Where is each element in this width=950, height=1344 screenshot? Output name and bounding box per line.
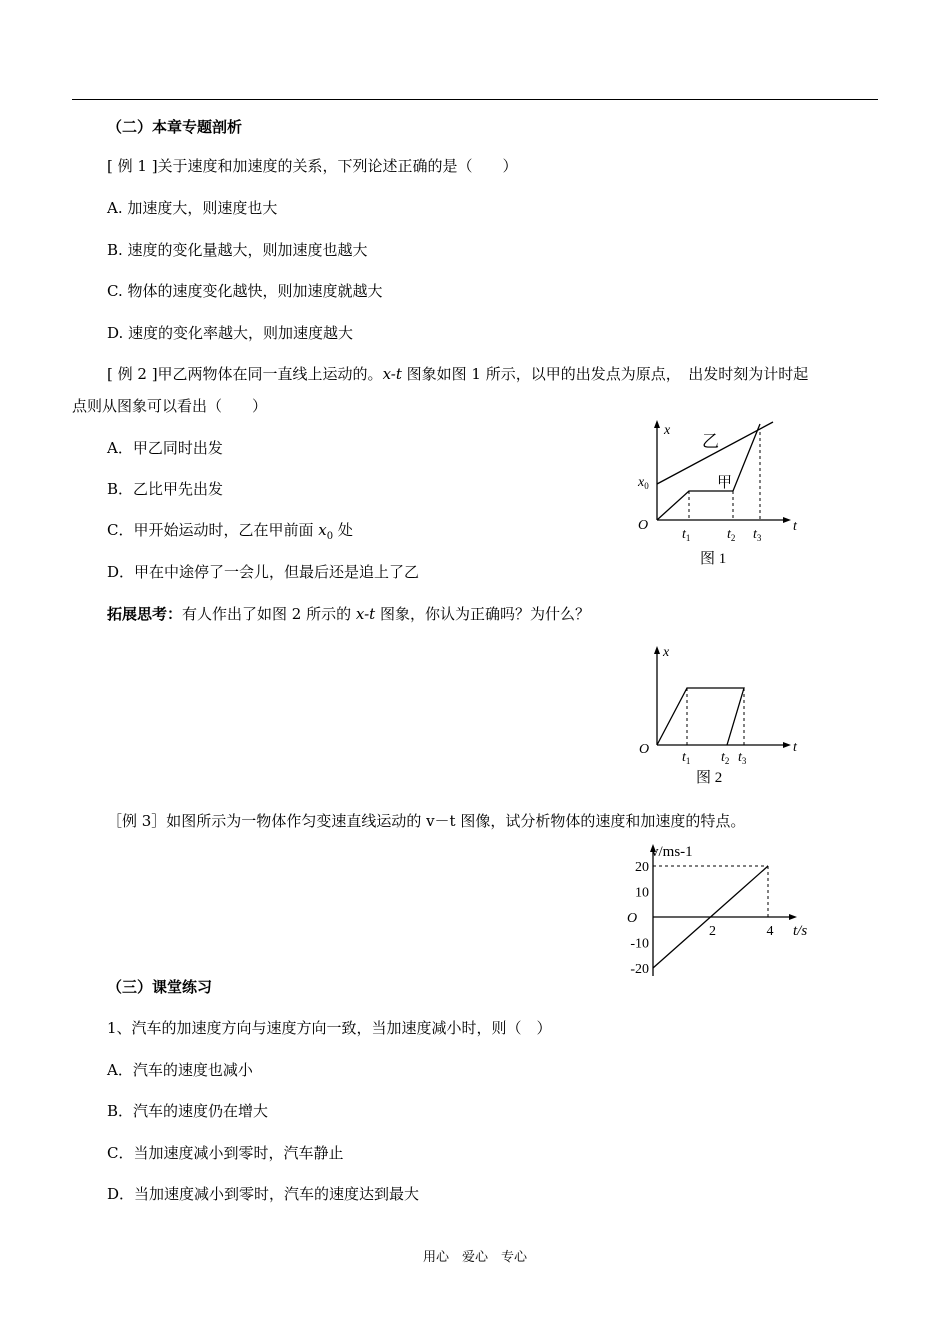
header-rule xyxy=(72,99,878,100)
example-1-option-b: B. 速度的变化量越大，则加速度也越大 xyxy=(107,241,368,259)
fig2-x-arrow xyxy=(783,742,791,748)
figure-3-vt-chart xyxy=(615,838,825,988)
vt-x-arrow xyxy=(789,914,797,920)
example-1-question: [ 例 1 ]关于速度和加速度的关系，下列论述正确的是（ ） xyxy=(107,157,518,175)
practice-1-option-c: C．当加速度减小到零时，汽车静止 xyxy=(107,1144,344,1162)
example-2-option-a: A．甲乙同时出发 xyxy=(107,439,223,457)
fig2-origin: O xyxy=(639,742,650,757)
vt-y-tick-10: 10 xyxy=(635,885,649,901)
practice-1-option-d: D．当加速度减小到零时，汽车的速度达到最大 xyxy=(107,1185,420,1203)
example-1-option-a: A. 加速度大，则速度也大 xyxy=(107,199,278,217)
fig2-y-arrow xyxy=(654,646,660,654)
example-2-question-cont: 点则从图象可以看出（ ） xyxy=(72,397,268,415)
practice-1-option-b: B．汽车的速度仍在增大 xyxy=(107,1102,269,1120)
fig1-x0-label: $x_0$ xyxy=(638,475,649,491)
example-1-option-c: C. 物体的速度变化越快，则加速度就越大 xyxy=(107,282,383,300)
practice-1-question: 1、汽车的加速度方向与速度方向一致，当加速度减小时，则（ ） xyxy=(107,1019,552,1037)
vt-y-tick-minus-20: -20 xyxy=(630,962,649,977)
fig1-y-label: x xyxy=(664,423,671,438)
vt-y-tick-20: 20 xyxy=(635,860,649,875)
section-heading-practice: （三）课堂练习 xyxy=(107,978,213,996)
vt-x-tick-4: 4 xyxy=(766,924,774,939)
example-1-option-d: D. 速度的变化率越大，则加速度越大 xyxy=(107,324,354,342)
fig2-tick-t1: $t_1$ xyxy=(682,750,691,766)
fig2-line xyxy=(657,688,744,745)
practice-1-option-a: A．汽车的速度也减小 xyxy=(107,1061,253,1079)
vt-x-label: t/s xyxy=(793,923,808,939)
fig1-label-yi: 乙 xyxy=(702,432,719,451)
fig2-caption: 图 2 xyxy=(696,770,723,786)
vt-origin: O xyxy=(627,911,638,926)
vt-y-label: v/ms-1 xyxy=(651,844,693,860)
figure-2-xt-graph xyxy=(630,636,810,792)
extension-question: 拓展思考：有人作出了如图 2 所示的 x-t 图象，你认为正确吗？为什么？ xyxy=(107,605,590,623)
example-2-option-c: C．甲开始运动时，乙在甲前面 $x_0$ 处 xyxy=(107,521,353,542)
example-2-question: [ 例 2 ]甲乙两物体在同一直线上运动的。x-t 图象如图 1 所示，以甲的出发点为原点， 出发时刻为计时起 xyxy=(107,365,809,383)
vt-x-tick-2: 2 xyxy=(709,924,716,939)
fig1-label-jia: 甲 xyxy=(717,475,733,491)
section-heading-analysis: （二）本章专题剖析 xyxy=(107,118,243,136)
fig1-y-arrow xyxy=(654,420,660,428)
fig2-tick-t3: $t_3$ xyxy=(738,750,747,766)
example-2-option-b: B．乙比甲先出发 xyxy=(107,480,224,498)
fig2-y-label: x xyxy=(663,645,670,660)
fig2-x-label: t xyxy=(793,740,797,755)
fig2-tick-t2: $t_2$ xyxy=(721,750,730,766)
fig1-caption: 图 1 xyxy=(700,551,727,567)
fig1-x-arrow xyxy=(783,517,791,523)
figure-1-xt-graph xyxy=(630,412,810,570)
example-2-option-d: D．甲在中途停了一会儿，但最后还是追上了乙 xyxy=(107,563,420,581)
fig1-origin: O xyxy=(638,518,649,533)
fig1-tick-t1: $t_1$ xyxy=(682,527,691,543)
fig1-tick-t3: $t_3$ xyxy=(753,527,762,543)
vt-y-tick-minus-10: -10 xyxy=(630,936,649,952)
example-3-question: ［例 3］如图所示为一物体作匀变速直线运动的 v－t 图像，试分析物体的速度和加速度的特点。 xyxy=(107,812,746,830)
fig1-tick-t2: $t_2$ xyxy=(727,527,736,543)
fig1-x-label: t xyxy=(793,519,797,534)
page-footer: 用心 爱心 专心 xyxy=(422,1250,527,1265)
